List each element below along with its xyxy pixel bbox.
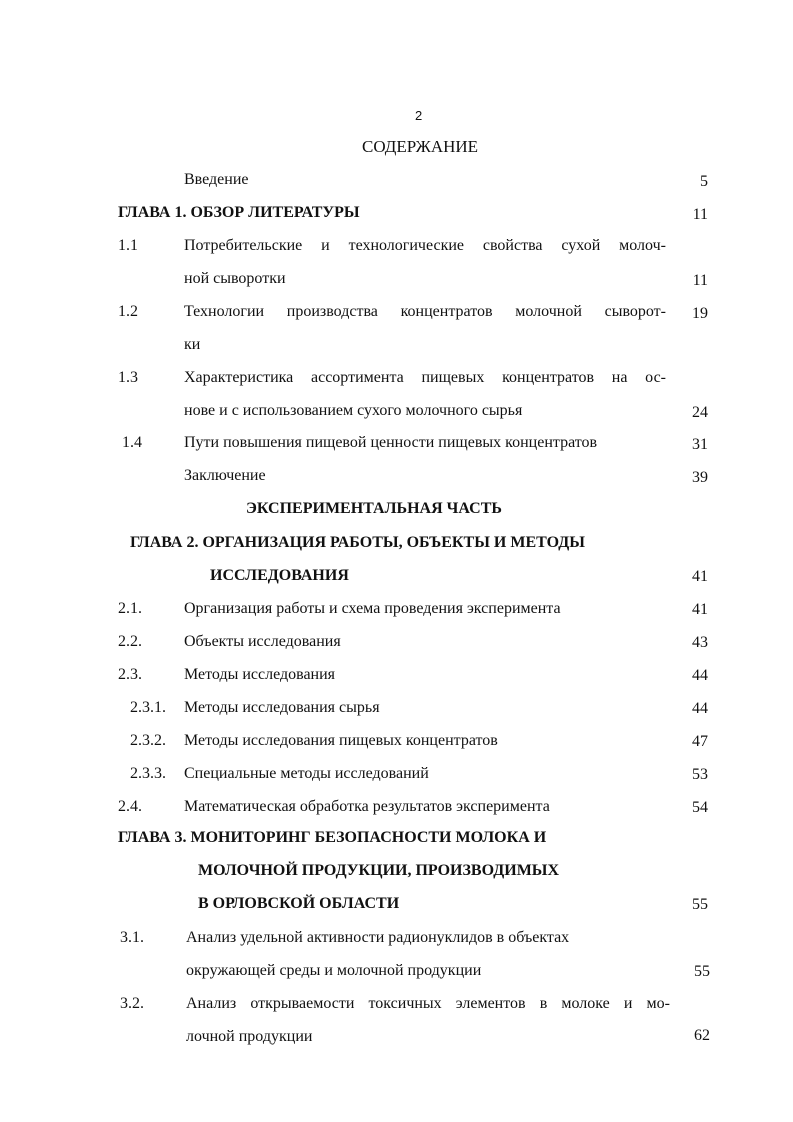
toc-2-3-1-label: Методы исследования сырья xyxy=(184,699,380,716)
toc-1-2-number: 1.2 xyxy=(118,303,138,320)
toc-conclusion-page: 39 xyxy=(692,469,708,486)
toc-2-1-label: Организация работы и схема проведения эксперимента xyxy=(184,600,561,617)
toc-1-1-line2: ной сыворотки xyxy=(184,270,286,287)
toc-3-1-line2: окружающей среды и молочной продукции xyxy=(186,962,482,979)
toc-2-2-number: 2.2. xyxy=(118,633,142,650)
toc-2-3-1-page: 44 xyxy=(692,700,708,717)
experimental-part-heading: ЭКСПЕРИМЕНТАЛЬНАЯ ЧАСТЬ xyxy=(246,500,502,517)
chapter-1-heading: ГЛАВА 1. ОБЗОР ЛИТЕРАТУРЫ xyxy=(118,204,360,221)
chapter-1-page: 11 xyxy=(692,206,708,223)
toc-conclusion-label: Заключение xyxy=(184,467,266,484)
toc-3-2-number: 3.2. xyxy=(120,995,144,1012)
toc-1-2-line1: Технологии производства концентратов молочной сыворот- xyxy=(184,303,666,320)
toc-1-4-number: 1.4 xyxy=(122,434,142,451)
toc-2-3-3-label: Специальные методы исследований xyxy=(184,765,429,782)
toc-1-3-page: 24 xyxy=(692,404,708,421)
toc-3-2-page: 62 xyxy=(694,1027,710,1044)
toc-2-3-label: Методы исследования xyxy=(184,666,336,683)
chapter-2-heading-line2: ИССЛЕДОВАНИЯ xyxy=(210,567,349,584)
toc-2-3-page: 44 xyxy=(692,667,708,684)
toc-2-2-page: 43 xyxy=(692,634,708,651)
toc-2-4-label: Математическая обработка результатов эксперимента xyxy=(184,798,550,815)
page-title: СОДЕРЖАНИЕ xyxy=(362,137,479,156)
toc-2-3-1-number: 2.3.1. xyxy=(130,699,166,716)
toc-2-3-3-page: 53 xyxy=(692,766,708,783)
toc-2-3-2-page: 47 xyxy=(692,733,708,750)
chapter-3-page: 55 xyxy=(692,896,708,913)
chapter-2-page: 41 xyxy=(692,568,708,585)
toc-intro-label: Введение xyxy=(184,171,249,188)
toc-3-2-line1: Анализ открываемости токсичных элементов в молоке и мо- xyxy=(186,995,670,1012)
toc-3-1-number: 3.1. xyxy=(120,929,144,946)
toc-2-1-number: 2.1. xyxy=(118,600,142,617)
toc-1-2-page: 19 xyxy=(692,305,708,322)
chapter-3-heading-line2: МОЛОЧНОЙ ПРОДУКЦИИ, ПРОИЗВОДИМЫХ xyxy=(198,862,560,879)
toc-1-4-label: Пути повышения пищевой ценности пищевых концентратов xyxy=(184,434,598,451)
toc-2-3-3-number: 2.3.3. xyxy=(130,765,166,782)
chapter-2-heading-line1: ГЛАВА 2. ОРГАНИЗАЦИЯ РАБОТЫ, ОБЪЕКТЫ И МЕТОДЫ xyxy=(130,534,585,551)
toc-3-1-page: 55 xyxy=(694,963,710,980)
toc-3-2-line2: лочной продукции xyxy=(186,1028,313,1045)
toc-1-1-line1: Потребительские и технологические свойства сухой молоч- xyxy=(184,237,666,254)
toc-2-3-2-label: Методы исследования пищевых концентратов xyxy=(184,732,498,749)
toc-2-1-page: 41 xyxy=(692,601,708,618)
toc-2-4-number: 2.4. xyxy=(118,798,142,815)
toc-2-4-page: 54 xyxy=(692,799,708,816)
page-number: 2 xyxy=(415,108,423,123)
toc-intro-page: 5 xyxy=(700,173,708,190)
toc-2-3-number: 2.3. xyxy=(118,666,142,683)
chapter-3-heading-line3: В ОРЛОВСКОЙ ОБЛАСТИ xyxy=(198,895,400,912)
toc-3-1-line1: Анализ удельной активности радионуклидов в объектах xyxy=(186,929,570,946)
toc-1-4-page: 31 xyxy=(692,436,708,453)
toc-1-3-line2: нове и с использованием сухого молочного сырья xyxy=(184,402,523,419)
chapter-3-heading-line1: ГЛАВА 3. МОНИТОРИНГ БЕЗОПАСНОСТИ МОЛОКА И xyxy=(118,829,547,846)
toc-2-2-label: Объекты исследования xyxy=(184,633,341,650)
toc-1-1-page: 11 xyxy=(692,272,708,289)
toc-1-3-line1: Характеристика ассортимента пищевых концентратов на ос- xyxy=(184,369,666,386)
toc-1-3-number: 1.3 xyxy=(118,369,138,386)
toc-1-2-line2: ки xyxy=(184,336,201,353)
toc-1-1-number: 1.1 xyxy=(118,237,138,254)
toc-2-3-2-number: 2.3.2. xyxy=(130,732,166,749)
